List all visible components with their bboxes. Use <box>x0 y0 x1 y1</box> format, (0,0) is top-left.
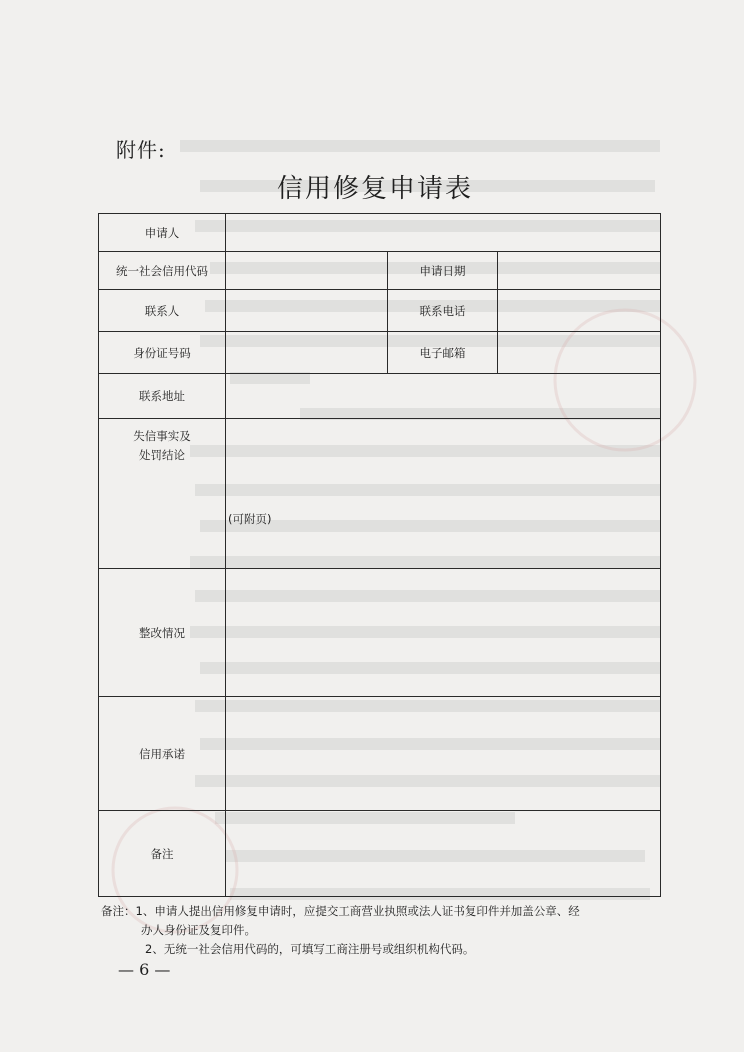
row-address <box>99 374 661 419</box>
credit-repair-form-table <box>98 213 661 897</box>
apply-date-label: 申请日期 <box>388 252 498 290</box>
row-facts <box>99 419 661 569</box>
row-remarks <box>99 811 661 897</box>
attach-pages-note: (可附页) <box>228 512 272 526</box>
facts-value[interactable] <box>226 419 661 569</box>
commitment-value[interactable] <box>226 697 661 811</box>
id-number-value[interactable] <box>226 332 388 374</box>
page-title: 信用修复申请表 <box>276 174 473 204</box>
rectification-label: 整改情况 <box>99 569 226 697</box>
footnotes <box>101 902 671 959</box>
remarks-value[interactable] <box>226 811 661 897</box>
contact-person-value[interactable] <box>226 290 388 332</box>
credit-code-value[interactable] <box>226 252 388 290</box>
phone-label: 联系电话 <box>388 290 498 332</box>
email-value[interactable] <box>498 332 661 374</box>
email-label: 电子邮箱 <box>388 332 498 374</box>
credit-code-label: 统一社会信用代码 <box>99 252 226 290</box>
row-commitment <box>99 697 661 811</box>
note-line-1: 备注：1、申请人提出信用修复申请时，应提交工商营业执照或法人证书复印件并加盖公章、经 <box>101 904 580 918</box>
note-line-2: 办人身份证及复印件。 <box>141 923 256 937</box>
contact-person-label: 联系人 <box>99 290 226 332</box>
remarks-label: 备注 <box>99 811 226 897</box>
row-contact <box>99 290 661 332</box>
apply-date-value[interactable] <box>498 252 661 290</box>
row-applicant <box>99 214 661 252</box>
row-credit-code <box>99 252 661 290</box>
rectification-value[interactable] <box>226 569 661 697</box>
phone-value[interactable] <box>498 290 661 332</box>
commitment-label: 信用承诺 <box>99 697 226 811</box>
row-rectification <box>99 569 661 697</box>
applicant-value[interactable] <box>226 214 661 252</box>
attachment-label: 附件: <box>116 138 166 162</box>
row-id-email <box>99 332 661 374</box>
facts-label-line1: 失信事实及 <box>133 429 191 443</box>
note-line-3: 2、无统一社会信用代码的，可填写工商注册号或组织机构代码。 <box>145 942 475 956</box>
facts-label-line2: 处罚结论 <box>139 448 185 462</box>
address-label: 联系地址 <box>99 374 226 419</box>
page-number: — 6 — <box>118 960 171 979</box>
facts-label <box>99 419 226 569</box>
address-value[interactable] <box>226 374 661 419</box>
id-number-label: 身份证号码 <box>99 332 226 374</box>
applicant-label: 申请人 <box>99 214 226 252</box>
